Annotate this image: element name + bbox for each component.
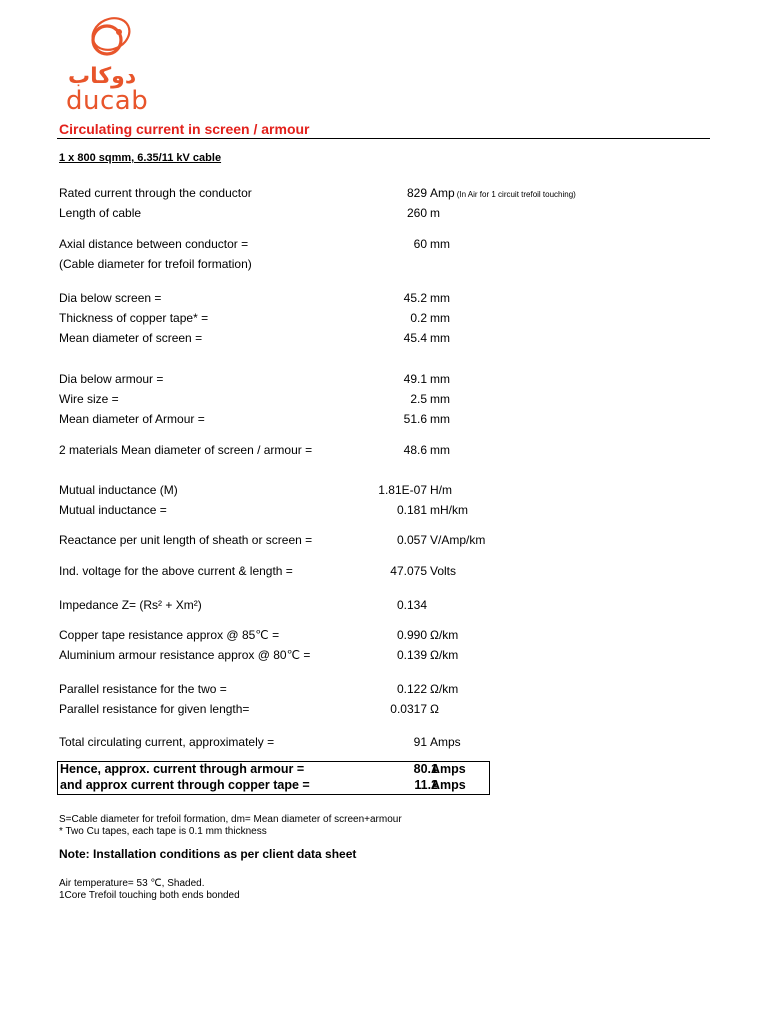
row-unit: mH/km <box>430 503 468 517</box>
row-unit: Ω/km <box>430 682 459 696</box>
row-value: 0.122 <box>396 682 427 696</box>
row-unit: Amp <box>430 186 455 200</box>
row-unit: mm <box>430 412 450 426</box>
row-unit: mm <box>430 237 450 251</box>
row-label: Wire size = <box>59 392 119 406</box>
row-label: Total circulating current, approximately = <box>59 735 275 749</box>
row-value: 829 <box>406 186 427 200</box>
copper-tape-current-value: 11.2 <box>414 778 438 792</box>
title-divider <box>57 138 710 139</box>
row-unit: mm <box>430 291 450 305</box>
document-subtitle: 1 x 800 sqmm, 6.35/11 kV cable <box>59 152 222 164</box>
row-unit: Ω/km <box>430 628 459 642</box>
row-unit: m <box>430 206 440 220</box>
row-unit: V/Amp/km <box>430 533 486 547</box>
row-value: 45.4 <box>403 331 427 345</box>
row-unit: Amps <box>430 735 461 749</box>
row-label: Dia below armour = <box>59 372 164 386</box>
row-value: 60 <box>413 237 427 251</box>
row-unit: mm <box>430 311 450 325</box>
row-value: 51.6 <box>403 412 427 426</box>
row-label: Mutual inductance (M) <box>59 483 178 497</box>
row-label: Mean diameter of screen = <box>59 331 203 345</box>
row-label: Aluminium armour resistance approx @ 80℃ = <box>59 648 311 662</box>
trefoil-condition: 1Core Trefoil touching both ends bonded <box>59 890 240 901</box>
row-value: 48.6 <box>403 443 427 457</box>
row-unit: Ω/km <box>430 648 459 662</box>
row-label: Parallel resistance for the two = <box>59 682 227 696</box>
row-value: 0.134 <box>396 598 427 612</box>
row-label: 2 materials Mean diameter of screen / armour = <box>59 443 313 457</box>
result-box <box>57 761 490 795</box>
document-title: Circulating current in screen / armour <box>59 121 310 137</box>
row-value: 49.1 <box>403 372 427 386</box>
air-temperature-condition: Air temperature= 53 ℃, Shaded. <box>59 878 205 889</box>
footnote-copper-tapes: * Two Cu tapes, each tape is 0.1 mm thickness <box>59 826 267 837</box>
row-unit: mm <box>430 392 450 406</box>
row-unit: mm <box>430 372 450 386</box>
row-label: Dia below screen = <box>59 291 162 305</box>
row-value: 2.5 <box>410 392 427 406</box>
row-value: 0.181 <box>396 503 427 517</box>
row-value: 1.81E-07 <box>378 483 427 497</box>
row-value: 0.2 <box>410 311 427 325</box>
row-unit: mm <box>430 331 450 345</box>
row-value: 0.139 <box>396 648 427 662</box>
brand-arabic-name: دوكاب <box>68 64 137 89</box>
row-label: Ind. voltage for the above current & length = <box>59 564 293 578</box>
row-value: 0.057 <box>396 533 427 547</box>
armour-current-unit: Amps <box>431 762 466 776</box>
row-value: 260 <box>406 206 427 220</box>
brand-name: ducab <box>66 86 149 116</box>
row-label: Mutual inductance = <box>59 503 167 517</box>
row-value: 0.0317 <box>390 702 427 716</box>
row-value: 91 <box>413 735 427 749</box>
row-label: Length of cable <box>59 206 142 220</box>
copper-tape-current-unit: Amps <box>431 778 466 792</box>
row-label: (Cable diameter for trefoil formation) <box>59 257 252 271</box>
row-label: Mean diameter of Armour = <box>59 412 205 426</box>
row-label: Impedance Z= (Rs² + Xm²) <box>59 598 202 612</box>
armour-current-value: 80.1 <box>413 762 438 776</box>
armour-current-label: Hence, approx. current through armour = <box>60 762 305 776</box>
row-label: Reactance per unit length of sheath or screen = <box>59 533 313 547</box>
row-label: Copper tape resistance approx @ 85℃ = <box>59 628 280 642</box>
row-value: 47.075 <box>390 564 427 578</box>
row-label: Rated current through the conductor <box>59 186 252 200</box>
row-unit: Volts <box>430 564 457 578</box>
installation-note-heading: Note: Installation conditions as per client data sheet <box>59 847 357 861</box>
row-unit: mm <box>430 443 450 457</box>
footnote-definitions: S=Cable diameter for trefoil formation, dm= Mean diameter of screen+armour <box>59 814 402 825</box>
copper-tape-current-label: and approx current through copper tape = <box>60 778 310 792</box>
row-label: Axial distance between conductor = <box>59 237 249 251</box>
row-value: 0.990 <box>396 628 427 642</box>
orbit-ring-logo-icon <box>85 14 133 62</box>
row-unit: Ω <box>430 702 439 716</box>
row-unit: H/m <box>430 483 452 497</box>
row-value: 45.2 <box>403 291 427 305</box>
row-label: Thickness of copper tape* = <box>59 311 209 325</box>
row-note: (In Air for 1 circuit trefoil touching) <box>456 190 576 199</box>
row-label: Parallel resistance for given length= <box>59 702 250 716</box>
